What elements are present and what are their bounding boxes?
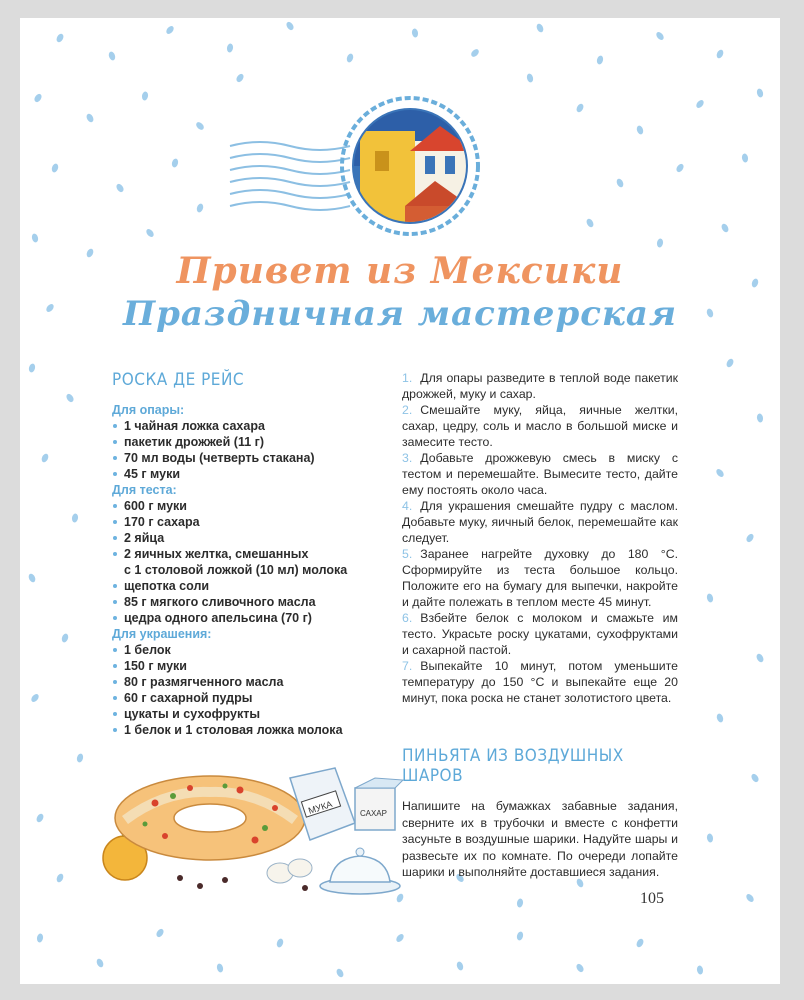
step-number: 3. — [402, 451, 413, 465]
steps-list — [402, 370, 678, 706]
baking-illustration — [75, 748, 405, 908]
step-item — [402, 370, 678, 402]
ingredient-item: 170 г сахара — [112, 514, 392, 530]
step-item — [402, 402, 678, 450]
instructions-column — [402, 370, 678, 881]
recipe-title: РОСКА ДЕ РЕЙС — [112, 370, 245, 390]
step-text: Взбейте белок с молоком и смажьте им тесто. Украсьте роску цукатами, сухофруктами и сахарной пастой. — [402, 611, 678, 657]
flour-bag-label: МУКА — [307, 798, 334, 816]
postmark-stamp-illustration — [220, 96, 540, 256]
ingredient-item: 150 г муки — [112, 658, 392, 674]
ingredient-item: 80 г размягченного масла — [112, 674, 392, 690]
ingredient-item: 2 яйца — [112, 530, 392, 546]
ingredient-item: 60 г сахарной пудры — [112, 690, 392, 706]
title-holiday-workshop: Праздничная мастерская — [122, 294, 678, 334]
ingredient-item: 1 белок — [112, 642, 392, 658]
step-item — [402, 610, 678, 658]
step-number: 5. — [402, 547, 413, 561]
step-text: Добавьте дрожжевую смесь в миску с тестом и перемешайте. Вымесите тесто, дайте ему постоять около часа. — [402, 451, 678, 497]
ingredient-item: 85 г мягкого сливочного масла — [112, 594, 392, 610]
ingredient-list-starter — [112, 418, 392, 482]
step-item — [402, 450, 678, 498]
step-item — [402, 498, 678, 546]
step-number: 6. — [402, 611, 413, 625]
step-number: 2. — [402, 403, 413, 417]
step-item — [402, 658, 678, 706]
ingredient-item: 45 г муки — [112, 466, 392, 482]
step-number: 7. — [402, 659, 413, 673]
group-label-decoration: Для украшения: — [112, 627, 212, 641]
step-text: Смешайте муку, яйца, яичные желтки, сахар, цедру, соль и масло в большой миске и замесите тесто. — [402, 403, 678, 449]
sugar-box-label: САХАР — [360, 809, 387, 818]
step-text: Для украшения смешайте пудру с маслом. Добавьте муку, яичный белок, перемешайте как следует. — [402, 499, 678, 545]
ingredient-item: пакетик дрожжей (11 г) — [112, 434, 392, 450]
step-number: 4. — [402, 499, 413, 513]
group-label-starter: Для опары: — [112, 403, 185, 417]
step-text: Выпекайте 10 минут, потом уменьшите температуру до 150 °C и выпекайте еще 20 минут, пока роска не станет золотистого цвета. — [402, 659, 678, 705]
pinata-title: ПИНЬЯТА ИЗ ВОЗДУШНЫХ ШАРОВ — [402, 746, 624, 786]
ingredient-item: 2 яичных желтка, смешанных — [112, 546, 392, 562]
step-text: Заранее нагрейте духовку до 180 °C. Сформируйте из теста большое кольцо. Положите его на бумагу для выпечки, накройте и дайте полежать в теплом месте 45 минут. — [402, 547, 678, 609]
ingredient-list-dough — [112, 498, 392, 626]
ingredient-item: цедра одного апельсина (70 г) — [112, 610, 392, 626]
ingredients-column — [112, 370, 392, 738]
ingredient-item: 1 чайная ложка сахара — [112, 418, 392, 434]
book-page — [20, 18, 780, 984]
ingredient-item: щепотка соли — [112, 578, 392, 594]
ingredient-item: 1 белок и 1 столовая ложка молока — [112, 722, 392, 738]
ingredient-item: 600 г муки — [112, 498, 392, 514]
title-hello-from-mexico: Привет из Мексики — [176, 250, 624, 292]
step-number: 1. — [402, 371, 413, 385]
page-number: 105 — [640, 890, 664, 907]
pinata-text: Напишите на бумажках забавные задания, сверните их в трубочки и вместе с конфетти засуньте в воздушные шарики. Надуйте шары и развесьте их по комнате. По очереди лопайте шарики и выполняйте доставшиеся задания. — [402, 799, 678, 879]
ingredient-list-decoration — [112, 642, 392, 738]
ingredient-item: 70 мл воды (четверть стакана) — [112, 450, 392, 466]
step-item — [402, 546, 678, 610]
ingredient-item: цукаты и сухофрукты — [112, 706, 392, 722]
group-label-dough: Для теста: — [112, 483, 177, 497]
step-text: Для опары разведите в теплой воде пакетик дрожжей, муку и сахар. — [402, 371, 678, 401]
ingredient-item-continuation: с 1 столовой ложкой (10 мл) молока — [124, 563, 348, 577]
